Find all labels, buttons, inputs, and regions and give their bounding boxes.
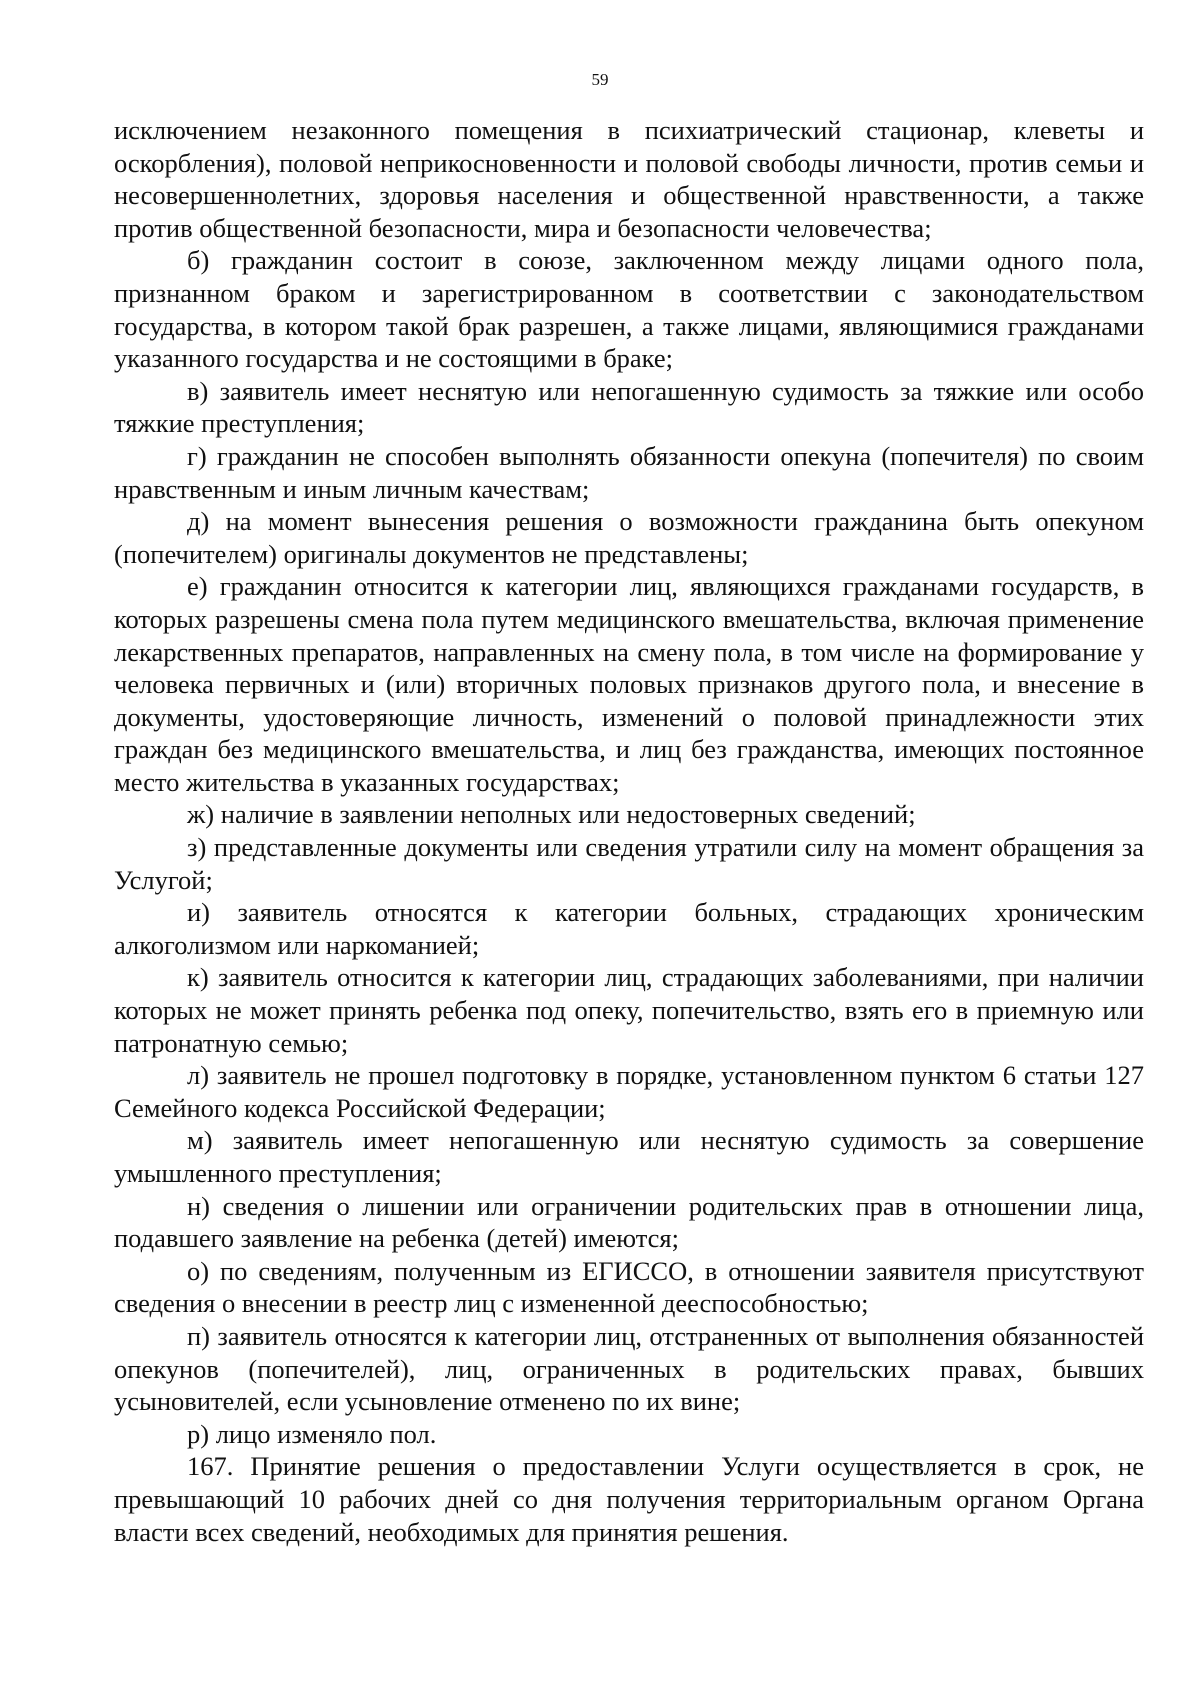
paragraph-item-r: р) лицо изменяло пол. bbox=[187, 1418, 437, 1449]
page-number: 59 bbox=[591, 70, 609, 89]
paragraph-item-z: з) представленные документы или сведения утратили силу на момент обращения за Услугой; bbox=[114, 832, 1144, 895]
paragraph-item-o: о) по сведениям, полученным из ЕГИССО, в отношении заявителя присутствуют сведения о внесении в реестр лиц с измененной дееспособностью; bbox=[114, 1255, 1144, 1319]
paragraph-item-m: м) заявитель имеет непогашенную или неснятую судимость за совершение умышленного преступления; bbox=[114, 1125, 1144, 1188]
document-body bbox=[114, 114, 1144, 1548]
paragraph-clause-167: 167. Принятие решения о предоставлении Услуги осуществляется в срок, не превышающий 10 рабочих дней со дня получения территориальным органом Органа власти всех сведений, необходимых для принятия решения. bbox=[114, 1451, 1144, 1547]
paragraph-item-k: к) заявитель относится к категории лиц, страдающих заболеваниями, при наличии которых не может принять ребенка под опеку, попечительство, взять его в приемную или патронатную семью; bbox=[114, 962, 1144, 1058]
paragraph-item-e: е) гражданин относится к категории лиц, являющихся гражданами государств, в которых разрешены смена пола путем медицинского вмешательства, включая применение лекарственных препаратов, направленных на смену пола, в том числе на формирование у человека первичных и (или) вторичных половых признаков другого пола, и внесение в документы, удостоверяющие личность, изменений о половой принадлежности этих граждан без медицинского вмешательства, и лиц без гражданства, имеющих постоянное место жительства в указанных государствах; bbox=[114, 571, 1144, 797]
paragraph-continuation: исключением незаконного помещения в психиатрический стационар, клеветы и оскорбления), половой неприкосновенности и половой свободы личности, против семьи и несовершеннолетних, здоровья населения и общественной нравственности, а также против общественной безопасности, мира и безопасности человечества; bbox=[114, 115, 1144, 243]
paragraph-item-p: п) заявитель относятся к категории лиц, отстраненных от выполнения обязанностей опекунов (попечителей), лиц, ограниченных в родительских правах, бывших усыновителей, если усыновление отменено по их вине; bbox=[114, 1320, 1144, 1417]
paragraph-item-v: в) заявитель имеет неснятую или непогашенную судимость за тяжкие или особо тяжкие преступления; bbox=[114, 375, 1144, 439]
paragraph-item-n: н) сведения о лишении или ограничении родительских прав в отношении лица, подавшего заявление на ребенка (детей) имеются; bbox=[114, 1190, 1144, 1254]
paragraph-item-g: г) гражданин не способен выполнять обязанности опекуна (попечителя) по своим нравственным и иным личным качествам; bbox=[114, 440, 1144, 504]
paragraph-item-b: б) гражданин состоит в союзе, заключенном между лицами одного пола, признанном браком и зарегистрированном в соответствии с законодательством государства, в котором такой брак разрешен, а также лицами, являющимися гражданами указанного государства и не состоящими в браке; bbox=[114, 245, 1144, 374]
paragraph-item-i: и) заявитель относятся к категории больных, страдающих хроническим алкоголизмом или наркоманией; bbox=[114, 897, 1144, 960]
paragraph-item-d: д) на момент вынесения решения о возможности гражданина быть опекуном (попечителем) оригиналы документов не представлены; bbox=[114, 506, 1144, 569]
paragraph-item-l: л) заявитель не прошел подготовку в порядке, установленном пунктом 6 статьи 127 Семейного кодекса Российской Федерации; bbox=[114, 1060, 1144, 1123]
paragraph-item-zh: ж) наличие в заявлении неполных или недостоверных сведений; bbox=[187, 799, 916, 830]
